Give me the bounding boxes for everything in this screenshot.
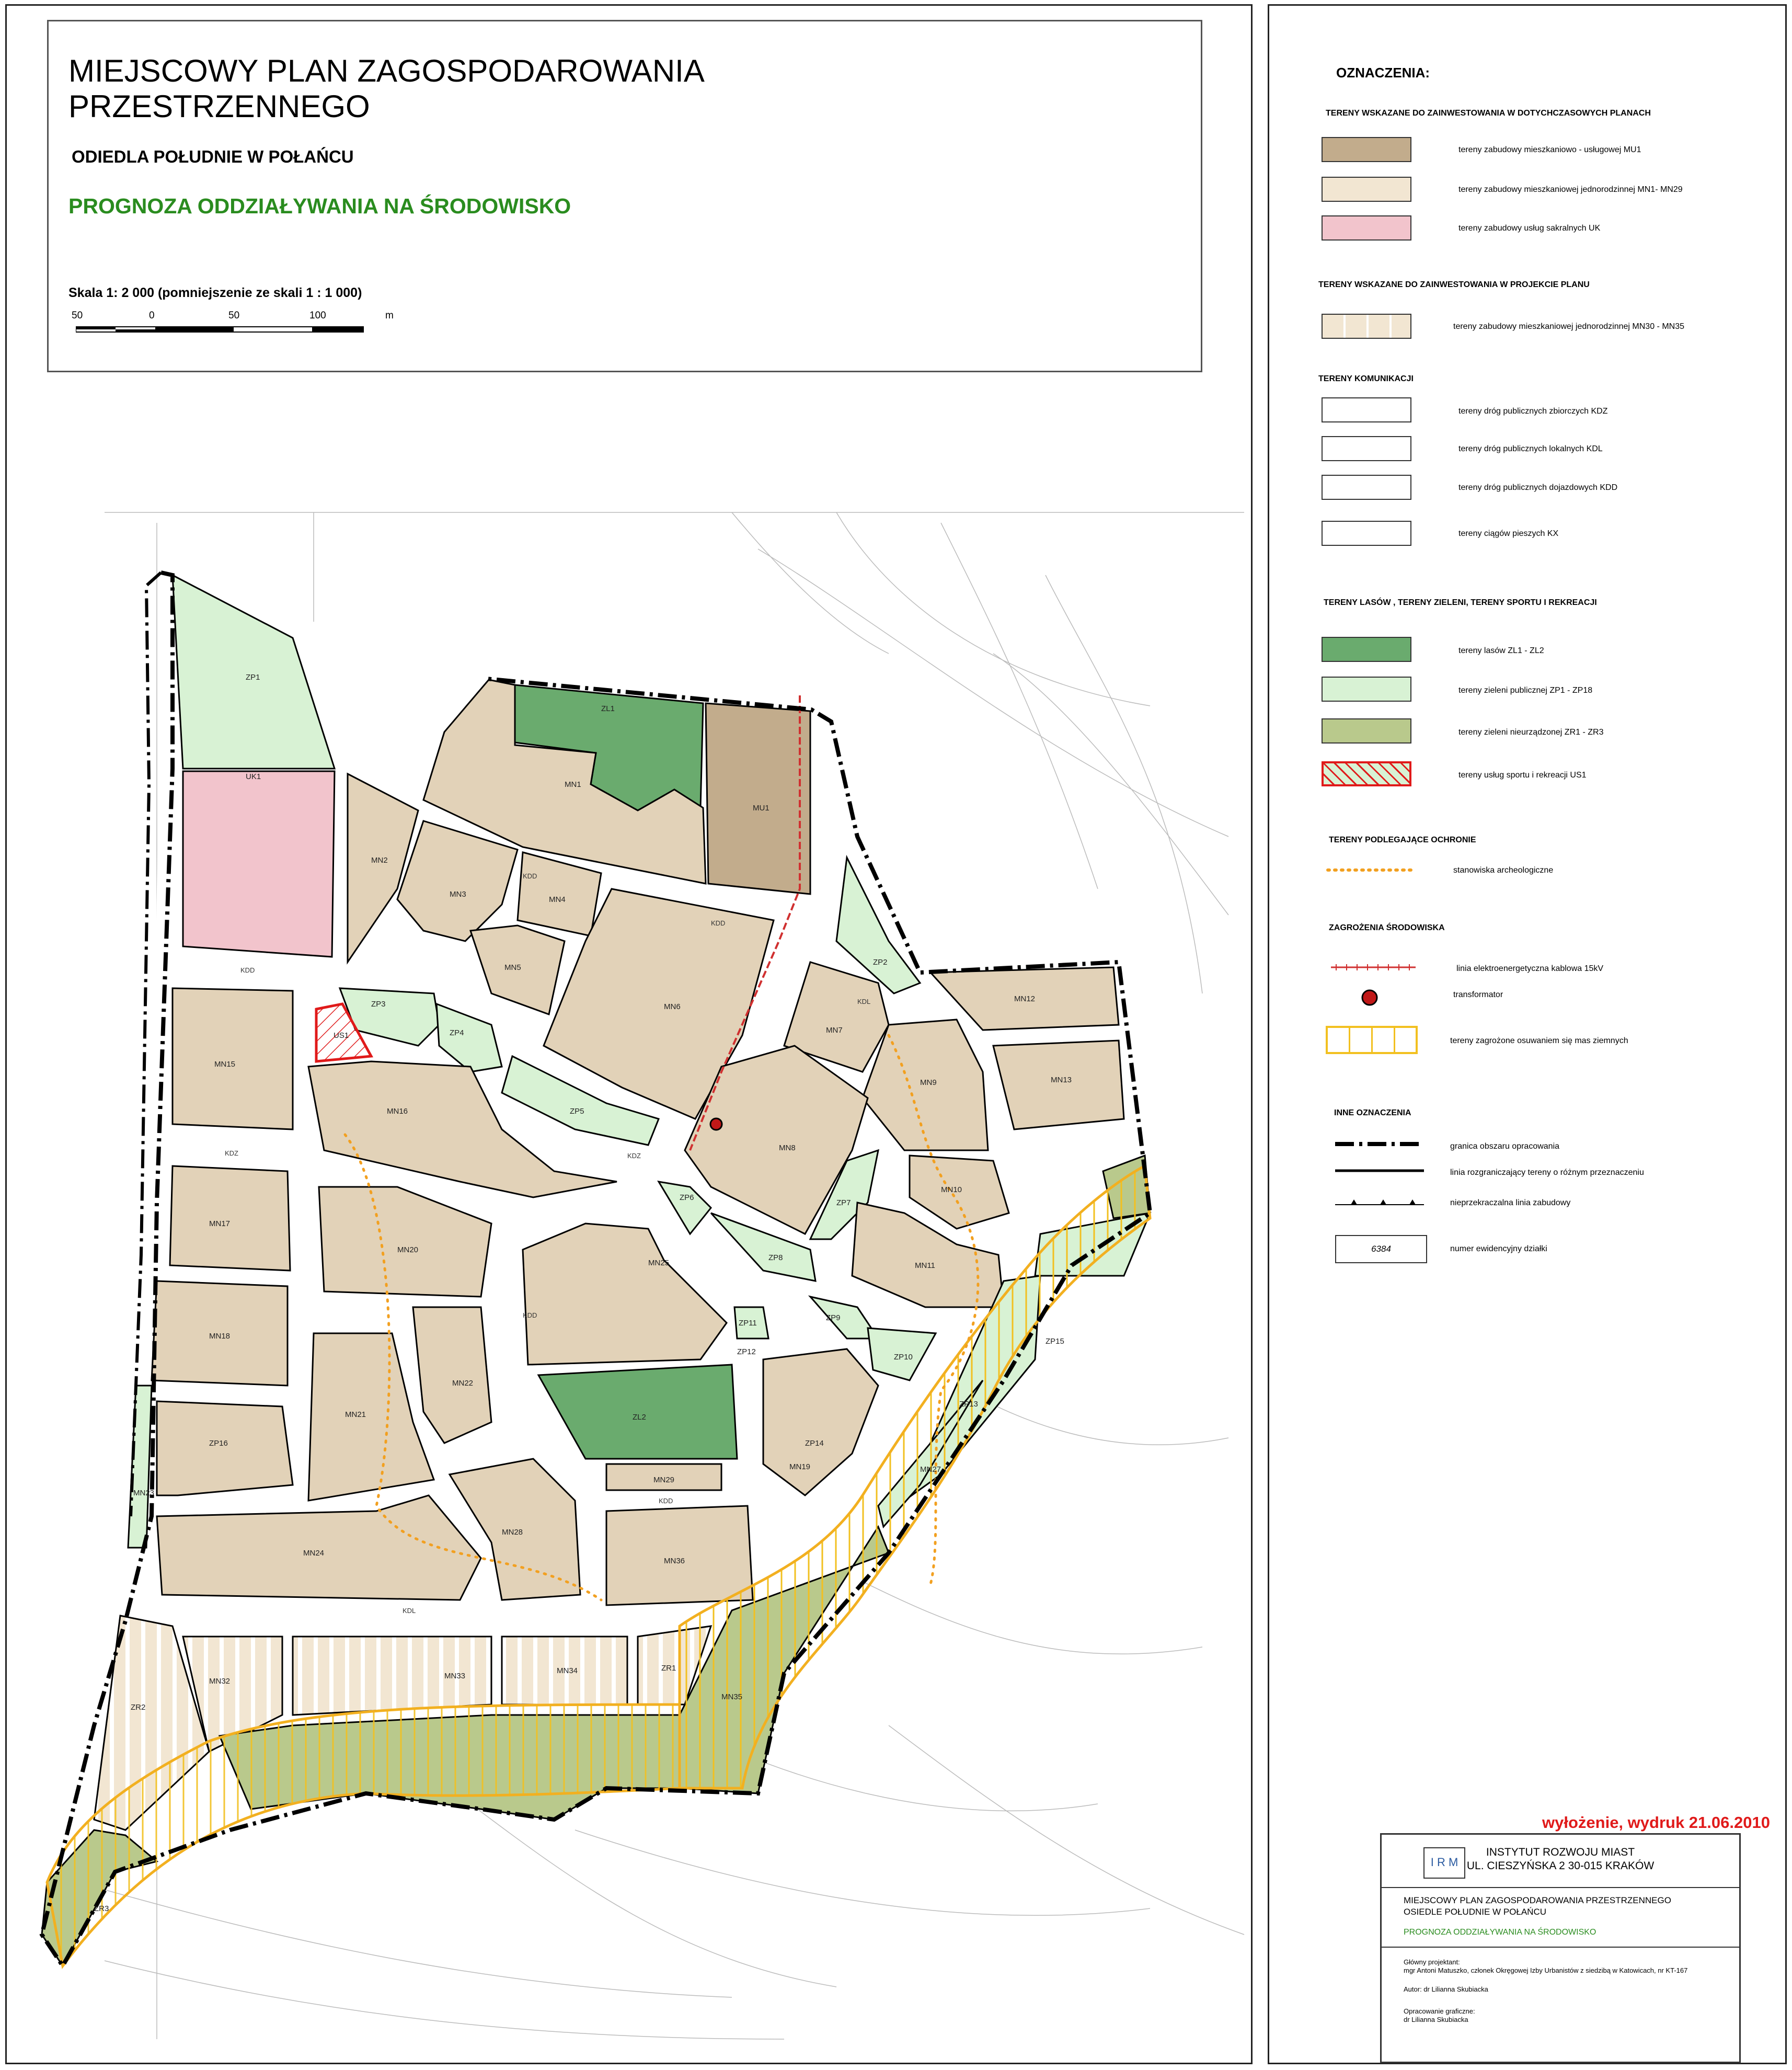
scale-text: Skala 1: 2 000 (pomniejszenie ze skali 1 : 1 000) — [68, 285, 362, 300]
legend-item-label: tereny dróg publicznych dojazdowych KDD — [1458, 483, 1618, 492]
legend-heading: TERENY PODLEGAJĄCE OCHRONIE — [1329, 836, 1476, 844]
zone-label: ZP3 — [371, 1000, 386, 1009]
scale-label: 0 — [149, 310, 155, 321]
zone-label: UK1 — [246, 772, 261, 781]
stamp-plan-line3: PROGNOZA ODDZIAŁYWANIA NA ŚRODOWISKO — [1404, 1928, 1596, 1937]
zone-label: MN33 — [444, 1672, 466, 1680]
legend-swatch-zp — [1322, 677, 1411, 702]
designer-label: Główny projektant: — [1404, 1958, 1460, 1966]
legend-swatch-archaeology — [1326, 866, 1415, 874]
scale-label: m — [385, 310, 394, 321]
road-label: KDZ — [627, 1152, 641, 1160]
zone-label: ZP7 — [836, 1198, 851, 1207]
zone-mn19 — [157, 1401, 293, 1495]
zone-label: ZR1 — [661, 1664, 676, 1673]
zone-label: ZP14 — [805, 1439, 824, 1448]
zone-label: ZP5 — [570, 1107, 584, 1116]
title-block — [1380, 1833, 1741, 2063]
zone-label: US1 — [334, 1031, 349, 1040]
legend-swatch-zl — [1322, 637, 1411, 662]
zone-label: ZP2 — [873, 958, 888, 967]
legend-swatch-cable — [1329, 963, 1418, 971]
plan-title-line1: MIEJSCOWY PLAN ZAGOSPODAROWANIA — [68, 53, 705, 88]
zone-label: MN7 — [826, 1026, 843, 1035]
zone-label: ZP12 — [737, 1347, 756, 1356]
exhibition-note: wyłożenie, wydruk 21.06.2010 — [1542, 1813, 1770, 1832]
legend-item-label: linia rozgraniczający tereny o różnym przeznaczeniu — [1450, 1168, 1644, 1177]
legend-swatch-kx — [1322, 521, 1411, 546]
zone-label: MN23 — [133, 1489, 155, 1497]
zone-label: MN6 — [664, 1002, 681, 1011]
legend-swatch-kdl — [1322, 436, 1411, 461]
zone-label: MN18 — [209, 1332, 231, 1341]
zone-label: MN9 — [920, 1078, 937, 1087]
legend-swatch-uk — [1322, 215, 1411, 241]
scale-label: 50 — [72, 310, 83, 321]
stamp-plan-line2: OSIEDLE POŁUDNIE W POŁAŃCU — [1404, 1907, 1547, 1917]
zone-label: MN22 — [452, 1379, 474, 1388]
legend-item-label: linia elektroenergetyczna kablowa 15kV — [1456, 964, 1604, 973]
zone-label: ZP11 — [739, 1319, 757, 1328]
legend-swatch-us — [1322, 761, 1411, 786]
legend-heading: INNE OZNACZENIA — [1334, 1108, 1411, 1117]
legend-swatch-building-line — [1335, 1197, 1424, 1208]
zone-label: MN11 — [915, 1261, 935, 1270]
zone-label: ZP6 — [680, 1193, 694, 1202]
legend-item-label: granica obszaru opracowania — [1450, 1142, 1560, 1151]
legend-item-label: tereny zieleni publicznej ZP1 - ZP18 — [1458, 686, 1593, 695]
legend-heading: TERENY WSKAZANE DO ZAINWESTOWANIA W DOTYCHCZASOWYCH PLANACH — [1326, 109, 1651, 118]
institute-name: INSTYTUT ROZWOJU MIAST — [1486, 1846, 1635, 1858]
zone-label: ZL2 — [633, 1413, 646, 1422]
zone-mn17 — [170, 1166, 290, 1271]
legend-swatch-mu — [1322, 137, 1411, 162]
zone-mn15 — [173, 988, 293, 1129]
graphics-author: dr Lilianna Skubiacka — [1404, 2016, 1468, 2023]
scale-label: 100 — [309, 310, 326, 321]
legend-item-label: tereny zabudowy usług sakralnych UK — [1458, 224, 1601, 233]
legend-item-label: tereny zabudowy mieszkaniowej jednorodzinnej MN1- MN29 — [1458, 185, 1683, 194]
legend-swatch-landslide — [1326, 1026, 1418, 1054]
plan-subtitle: ODIEDLA POŁUDNIE W POŁAŃCU — [72, 147, 354, 166]
legend-item-label: transformator — [1453, 990, 1503, 999]
zone-label: MN1 — [565, 780, 581, 789]
zone-label: MN13 — [1051, 1076, 1072, 1084]
legend-parcel-sample: 6384 — [1335, 1235, 1427, 1263]
zone-label: MN36 — [664, 1557, 685, 1565]
legend-item-label: tereny zabudowy mieszkaniowej jednorodzinnej MN30 - MN35 — [1453, 322, 1684, 331]
zone-mu1 — [706, 703, 810, 894]
zone-label: MN16 — [387, 1107, 408, 1116]
legend-item-label: tereny zabudowy mieszkaniowo - usługowej MU1 — [1458, 145, 1641, 154]
legend-item-label: tereny dróg publicznych zbiorczych KDZ — [1458, 407, 1608, 416]
zone-label: MN25 — [648, 1259, 670, 1267]
zone-label: MN5 — [504, 963, 521, 972]
legend-heading: TERENY WSKAZANE DO ZAINWESTOWANIA W PROJEKCIE PLANU — [1318, 280, 1590, 289]
legend-item-label: nieprzekraczalna linia zabudowy — [1450, 1198, 1571, 1207]
legend-swatch-kdz — [1322, 397, 1411, 422]
legend-swatch-dividing-line — [1335, 1167, 1424, 1174]
road-label: KDL — [857, 998, 871, 1005]
graphics-label: Opracowanie graficzne: — [1404, 2007, 1475, 2015]
transformer-icon — [710, 1118, 722, 1130]
designer-name: mgr Antoni Matuszko, członek Okręgowej Izby Urbanistów z siedzibą w Katowicach, nr KT-167 — [1404, 1966, 1688, 1974]
transformer-icon — [1359, 987, 1380, 1008]
legend-swatch-mn-new — [1322, 314, 1411, 339]
zone-label: MN21 — [345, 1410, 366, 1419]
zone-label: MN12 — [1014, 994, 1036, 1003]
road-label: KDD — [659, 1497, 673, 1505]
zone-label: MN8 — [779, 1143, 796, 1152]
zone-label: MN27 — [920, 1465, 941, 1474]
zone-label: MN2 — [371, 856, 388, 865]
zone-mn29 — [606, 1506, 753, 1605]
legend-item-label: numer ewidencyjny działki — [1450, 1244, 1547, 1253]
legend-item-label: tereny dróg publicznych lokalnych KDL — [1458, 444, 1603, 453]
legend-heading: TERENY KOMUNIKACJI — [1318, 374, 1414, 383]
legend-heading: TERENY LASÓW , TERENY ZIELENI, TERENY SPORTU I REKREACJI — [1324, 598, 1597, 607]
road-label: KDZ — [225, 1149, 238, 1157]
zone-label: ZP13 — [959, 1400, 978, 1409]
legend-swatch-mn — [1322, 177, 1411, 202]
legend-item-label: tereny zieleni nieurządzonej ZR1 - ZR3 — [1458, 728, 1604, 737]
zone-label: MN28 — [502, 1528, 523, 1537]
legend-heading: ZAGROŻENIA ŚRODOWISKA — [1329, 923, 1445, 932]
zone-label: MN29 — [653, 1476, 675, 1484]
road-label: KDD — [523, 872, 537, 880]
zone-label: ZL1 — [601, 704, 615, 713]
legend-swatch-zr — [1322, 718, 1411, 744]
zone-label: ZP1 — [246, 673, 260, 682]
legend-swatch-boundary — [1335, 1139, 1424, 1149]
irm-logo: I R M — [1423, 1847, 1465, 1879]
zone-label: ZP9 — [826, 1313, 841, 1322]
plan-title-line2: PRZESTRZENNEGO — [68, 89, 370, 124]
zone-label: ZR2 — [131, 1703, 146, 1712]
zone-label: MU1 — [753, 804, 769, 813]
zone-label: MN20 — [397, 1245, 419, 1254]
stamp-divider — [1382, 1947, 1739, 1948]
zone-label: ZP15 — [1046, 1337, 1064, 1346]
prognoza-title: PROGNOZA ODDZIAŁYWANIA NA ŚRODOWISKO — [68, 194, 571, 218]
legend-item-label: tereny usług sportu i rekreacji US1 — [1458, 771, 1587, 780]
zone-uk1 — [183, 771, 335, 957]
legend-title: OZNACZENIA: — [1336, 65, 1430, 81]
road-label: KDL — [403, 1607, 416, 1615]
zone-label: ZP16 — [209, 1439, 228, 1448]
legend-item-label: tereny ciągów pieszych KX — [1458, 529, 1559, 538]
zone-mn13 — [993, 1040, 1124, 1129]
zone-label: MN24 — [303, 1549, 325, 1558]
zone-label: MN19 — [789, 1462, 811, 1471]
road-label: KDD — [240, 966, 255, 974]
scale-label: 50 — [228, 310, 240, 321]
road-label: KDD — [711, 919, 726, 927]
zone-label: MN10 — [941, 1185, 962, 1194]
road-label: KDD — [523, 1311, 537, 1319]
zone-label: MN34 — [557, 1666, 578, 1675]
stamp-plan-line1: MIEJSCOWY PLAN ZAGOSPODAROWANIA PRZESTRZENNEGO — [1404, 1895, 1671, 1905]
legend-item-label: stanowiska archeologiczne — [1453, 866, 1554, 875]
zone-label: ZP10 — [894, 1353, 913, 1362]
zone-label: MN17 — [209, 1219, 231, 1228]
institute-address: UL. CIESZYŃSKA 2 30-015 KRAKÓW — [1466, 1860, 1655, 1872]
zone-label: ZP8 — [768, 1253, 783, 1262]
legend-swatch-kdd — [1322, 475, 1411, 500]
zone-label: MN35 — [721, 1692, 743, 1701]
zone-label: MN32 — [209, 1677, 231, 1686]
zone-label: ZR3 — [94, 1904, 109, 1913]
legend-item-label: tereny lasów ZL1 - ZL2 — [1458, 646, 1544, 655]
zone-label: MN3 — [450, 890, 466, 899]
zone-label: MN15 — [214, 1060, 236, 1069]
stamp-divider — [1382, 1887, 1739, 1888]
zone-label: ZP4 — [450, 1028, 464, 1037]
legend-item-label: tereny zagrożone osuwaniem się mas ziemnych — [1450, 1036, 1628, 1045]
zone-label: MN4 — [549, 895, 566, 904]
author: Autor: dr Lilianna Skubiacka — [1404, 1985, 1488, 1993]
